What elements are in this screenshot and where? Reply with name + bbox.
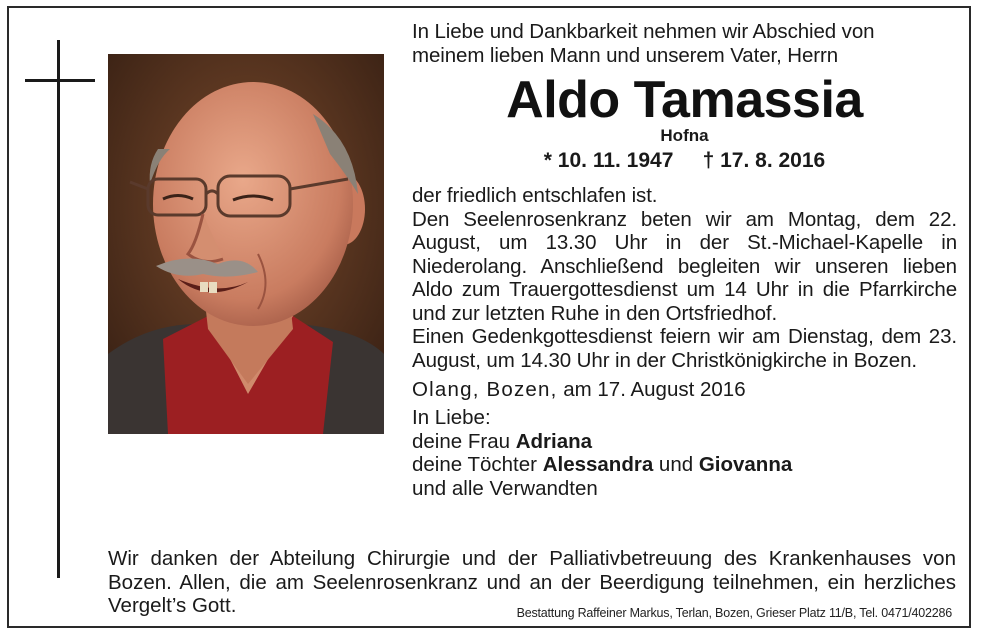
rosary-text: Den Seelenrosenkranz beten wir am Montag, dem 22. August, um 13.30 Uhr in der St.-Michael-Kapelle in Niederolang. Anschließend begleiten wir unseren lieben Aldo zum Trauergottesdienst um 14 Uhr in die Pfarrkirche und zur letzten Ruhe in den Ortsfriedhof. [412,207,957,325]
daughter-2: Giovanna [698,453,793,476]
and-word: und [658,453,694,476]
daughters-line [412,453,957,477]
cross-icon-bar [25,79,95,82]
life-dates [412,148,957,174]
wife-line [412,430,957,454]
memorial-text: Einen Gedenkgottesdienst feiern wir am Dienstag, dem 23. August, um 14.30 Uhr in der Christkönigkirche in Bozen. [412,325,957,372]
service-details [412,184,957,372]
mourners [412,406,957,500]
place: Olang, Bozen, [412,378,558,401]
birth-date: * 10. 11. 1947 [543,149,674,172]
place-and-date [412,378,957,402]
wife-prefix: deine Frau [412,429,511,453]
funeral-home-credit: Bestattung Raffeiner Markus, Terlan, Bozen, Grieser Platz 11/B, Tel. 0471/402286 [516,606,952,620]
intro-line-1: In Liebe und Dankbarkeit nehmen wir Abschied von [412,20,875,43]
death-date: † 17. 8. 2016 [702,149,826,172]
relatives-line: und alle Verwandten [412,476,598,500]
portrait-photo [108,54,384,434]
daughters-prefix: deine Töchter [412,453,537,476]
obituary-text [412,20,957,500]
deceased-nickname: Hofna [660,126,709,145]
in-love-label: In Liebe: [412,406,491,429]
deceased-name: Aldo Tamassia [506,71,863,129]
date: am 17. August 2016 [563,378,746,401]
passed-line: der friedlich entschlafen ist. [412,184,658,207]
intro-line-2: meinem lieben Mann und unserem Vater, Herrn [412,44,839,67]
daughter-1: Alessandra [542,453,654,476]
thanks-text: Wir danken der Abteilung Chirurgie und der Palliativbetreuung des Krankenhauses von Bozen. Allen, die am Seelenrosenkranz und an der Beerdigung teilnehmen, ein herzliches Vergelt’s Gott. [108,547,956,617]
wife-name: Adriana [515,429,593,453]
intro-text [412,20,957,68]
cross-icon [57,40,60,578]
